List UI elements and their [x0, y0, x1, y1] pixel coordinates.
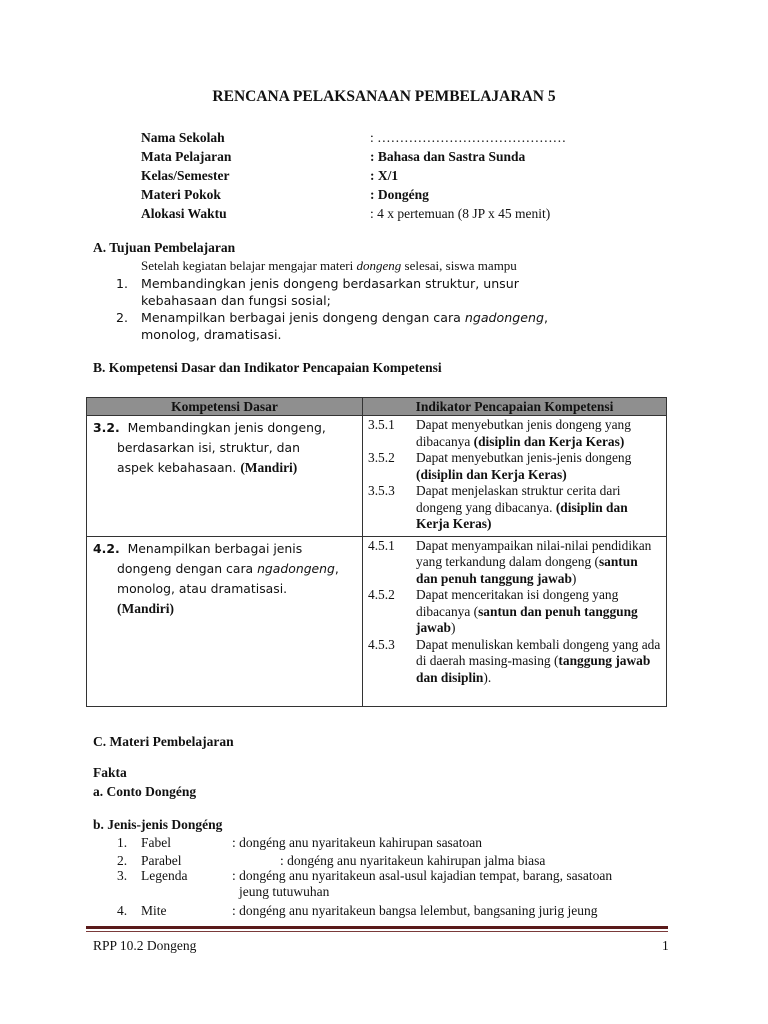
section-c-heading: C. Materi Pembelajaran — [93, 734, 234, 749]
text: , — [334, 560, 339, 576]
table-row — [87, 536, 667, 706]
text: Menampilkan berbagai jenis — [127, 540, 303, 556]
text: tanggung jawab dan disiplin — [416, 653, 651, 685]
text: Membandingkan jenis dongeng, — [127, 420, 326, 435]
list-item: monolog, dramatisasi. — [141, 327, 282, 342]
list-item: kebahasaan dan fungsi sosial; — [141, 293, 331, 308]
text: santun dan penuh tanggung jawab — [416, 554, 638, 586]
text: Setelah kegiatan belajar mengajar materi — [141, 258, 357, 273]
fakta-heading: Fakta — [93, 765, 127, 780]
section-b-heading: B. Kompetensi Dasar dan Indikator Pencapaian Kompetensi — [93, 360, 442, 375]
text: Dapat menceritakan isi dongeng yang dibacanya ( — [416, 587, 619, 619]
info-value: : …………………………………… — [370, 130, 567, 145]
info-label: Materi Pokok — [141, 187, 221, 202]
jenis-name: Legenda — [141, 868, 188, 883]
list-item: Membandingkan jenis dongeng berdasarkan struktur, unsur — [141, 276, 519, 291]
text: (disiplin dan Kerja Keras) — [416, 466, 567, 482]
text: (disiplin dan Kerja Keras) — [416, 499, 628, 531]
footer-rule — [86, 931, 668, 932]
jenis-description: : dongéng anu nyaritakeun kahirupan jalma biasa — [280, 853, 546, 868]
jenis-name: Parabel — [141, 853, 182, 868]
indicator-text — [416, 483, 662, 533]
section-a-heading: A. Tujuan Pembelajaran — [93, 240, 236, 255]
text: selesai, siswa mampu — [401, 258, 517, 273]
jenis-name: Fabel — [141, 835, 171, 850]
info-label: Nama Sekolah — [141, 130, 225, 145]
text: ngadongeng — [257, 560, 335, 576]
indicator-item — [368, 637, 662, 687]
kd-number: 3.2. — [93, 420, 120, 435]
footer-title: RPP 10.2 Dongeng — [93, 938, 197, 953]
indicator-text — [416, 538, 662, 588]
indicator-item — [368, 483, 662, 533]
indicator-text — [416, 450, 662, 483]
indicator-cell — [363, 416, 667, 537]
indicator-number: 4.5.1 — [368, 537, 395, 553]
jenis-description: : dongéng anu nyaritakeun bangsa lelembut, bangsaning jurig jeung — [232, 903, 598, 918]
column-header: Indikator Pencapaian Kompetensi — [363, 398, 667, 416]
indicator-number: 4.5.2 — [368, 587, 395, 602]
info-value: : Bahasa dan Sastra Sunda — [370, 149, 526, 164]
info-value: : 4 x pertemuan (8 JP x 45 menit) — [370, 206, 551, 221]
text: ) — [450, 620, 456, 635]
text: Dapat menyebutkan jenis-jenis dongeng — [416, 450, 632, 465]
indicator-number: 3.5.2 — [368, 450, 395, 465]
info-value: : Dongéng — [370, 187, 429, 202]
indicator-cell — [363, 536, 667, 706]
indicator-item — [368, 450, 662, 483]
text: Dapat menjelaskan struktur cerita dari dongeng yang dibacanya. — [416, 483, 621, 515]
subheading-a: a. Conto Dongéng — [93, 784, 197, 799]
text: santun dan penuh tanggung jawab — [416, 603, 638, 635]
text: (Mandiri) — [240, 460, 298, 475]
list-number: 2. — [116, 310, 129, 325]
text: ). — [483, 669, 492, 685]
text: berdasarkan isi, struktur, dan — [117, 440, 300, 455]
indicator-item — [368, 538, 662, 588]
jenis-name: Mite — [141, 903, 167, 918]
document-title: RENCANA PELAKSANAAN PEMBELAJARAN 5 — [212, 88, 556, 105]
text: dongeng — [356, 258, 402, 273]
indicator-number: 3.5.1 — [368, 417, 395, 432]
list-item — [141, 310, 548, 325]
indicator-item — [368, 587, 662, 637]
indicator-number: 4.5.3 — [368, 636, 395, 652]
info-value: : X/1 — [370, 168, 399, 183]
list-number: 1. — [117, 835, 128, 850]
text: Menampilkan berbagai jenis dongeng dengan cara — [141, 310, 465, 325]
text: Dapat menyebutkan jenis dongeng yang dibacanya — [416, 417, 631, 449]
text: (disiplin dan Kerja Keras) — [473, 433, 625, 449]
jenis-description: : dongéng anu nyaritakeun kahirupan sasatoan — [232, 835, 483, 850]
section-a-intro — [141, 258, 517, 274]
table-row — [87, 416, 667, 537]
competency-table — [86, 397, 667, 707]
info-label: Kelas/Semester — [141, 168, 230, 183]
kd-cell — [87, 416, 363, 537]
kd-cell — [87, 536, 363, 706]
list-number: 2. — [117, 853, 128, 868]
indicator-text — [416, 587, 662, 637]
indicator-number: 3.5.3 — [368, 483, 395, 498]
text: ) — [571, 570, 577, 586]
list-number: 1. — [116, 276, 129, 291]
text: dongeng dengan cara — [117, 560, 258, 576]
text: aspek kebahasaan. — [117, 460, 237, 475]
text: monolog, atau dramatisasi. — [117, 580, 288, 596]
kd-number: 4.2. — [93, 540, 120, 556]
text: Dapat menyampaikan nilai-nilai pendidikan yang terkandung dalam dongeng ( — [416, 537, 652, 569]
indicator-text — [416, 417, 662, 450]
jenis-description: : dongéng anu nyaritakeun asal-usul kajadian tempat, barang, sasatoan — [232, 868, 613, 883]
column-header: Kompetensi Dasar — [87, 398, 363, 416]
footer-rule — [86, 926, 668, 929]
subheading-b: b. Jenis-jenis Dongéng — [93, 817, 223, 832]
text: ngadongeng — [464, 310, 544, 325]
indicator-text — [416, 637, 662, 687]
page-number: 1 — [662, 938, 669, 953]
indicator-item — [368, 417, 662, 450]
text: Dapat menuliskan kembali dongeng yang ada di daerah masing-masing ( — [416, 636, 661, 668]
list-number: 4. — [117, 903, 128, 918]
info-label: Alokasi Waktu — [141, 206, 227, 221]
list-number: 3. — [117, 868, 128, 883]
text: (Mandiri) — [117, 600, 174, 616]
info-label: Mata Pelajaran — [141, 149, 232, 164]
jenis-description: jeung tutuwuhan — [239, 884, 330, 899]
text: , — [543, 310, 548, 325]
